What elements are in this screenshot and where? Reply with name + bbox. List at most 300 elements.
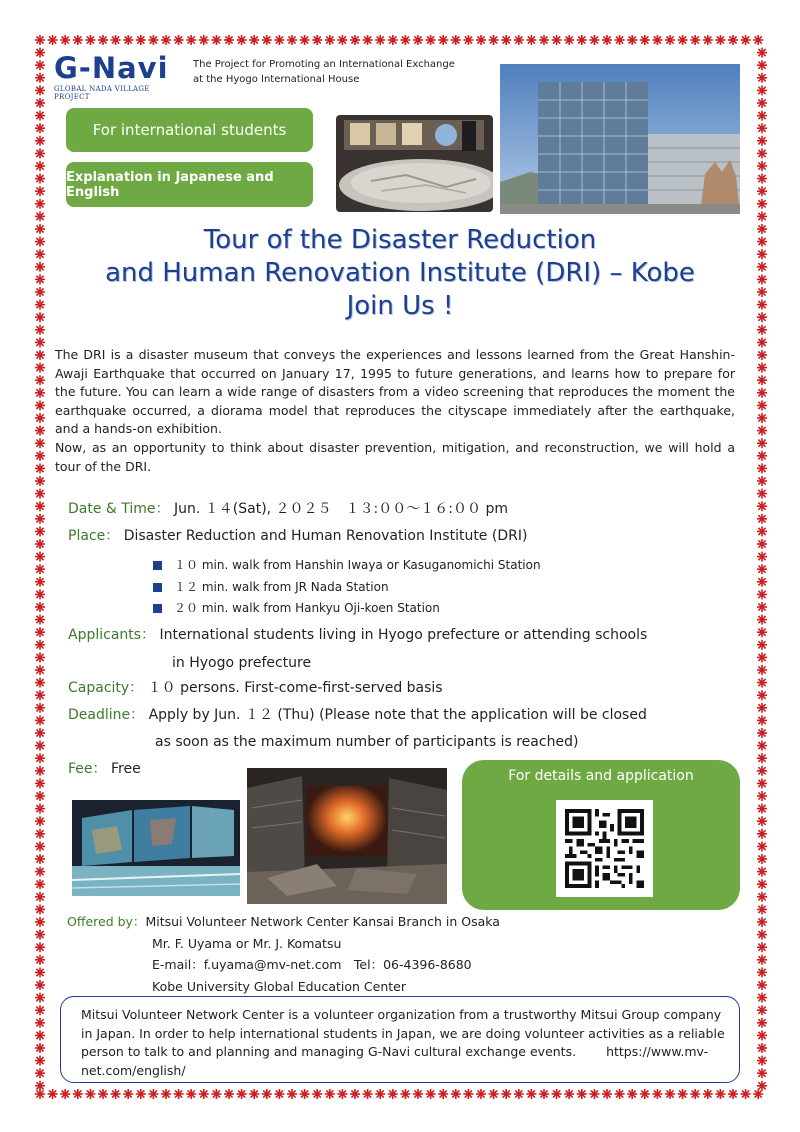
border-star-icon xyxy=(35,841,45,851)
border-star-icon xyxy=(577,35,587,45)
diorama-photo xyxy=(336,115,493,212)
border-star-icon xyxy=(249,35,259,45)
border-star-icon xyxy=(136,1089,146,1099)
border-star-icon xyxy=(757,829,767,839)
border-star-icon xyxy=(757,715,767,725)
border-star-icon xyxy=(35,388,45,398)
border-star-icon xyxy=(35,1068,45,1078)
border-star-icon xyxy=(703,35,713,45)
border-star-icon xyxy=(757,413,767,423)
border-star-icon xyxy=(35,463,45,473)
border-star-icon xyxy=(757,728,767,738)
border-star-icon xyxy=(123,35,133,45)
border-star-icon xyxy=(413,1089,423,1099)
border-star-icon xyxy=(640,1089,650,1099)
project-line-2: at the Hyogo International House xyxy=(193,74,360,85)
border-star-icon xyxy=(757,967,767,977)
border-star-icon xyxy=(35,678,45,688)
border-star-icon xyxy=(35,652,45,662)
border-star-icon xyxy=(757,363,767,373)
border-star-icon xyxy=(325,35,335,45)
border-star-icon xyxy=(757,1056,767,1066)
border-star-icon xyxy=(757,539,767,549)
border-star-icon xyxy=(715,1089,725,1099)
border-star-icon xyxy=(602,35,612,45)
border-star-icon xyxy=(35,816,45,826)
about-text: Mitsui Volunteer Network Center is a volunteer organization from a trustworthy Mitsui Group company in Japan. In order to help international students in Japan, we are doing volunteer activities as a reliable person to talk to and planning and managing G-Navi cultural exchange events. xyxy=(81,1007,725,1060)
logo-wordmark: G-Navi xyxy=(54,51,169,85)
border-star-icon xyxy=(375,35,385,45)
border-star-icon xyxy=(186,1089,196,1099)
border-star-icon xyxy=(757,640,767,650)
border-star-icon xyxy=(757,816,767,826)
border-star-icon xyxy=(501,1089,511,1099)
border-star-icon xyxy=(98,1089,108,1099)
border-star-icon xyxy=(35,123,45,133)
border-star-icon xyxy=(438,35,448,45)
border-star-icon xyxy=(375,1089,385,1099)
border-star-icon xyxy=(757,917,767,927)
border-star-icon xyxy=(757,1018,767,1028)
deadline-label: Deadline： xyxy=(68,707,145,723)
date-value: Jun. １４(Sat), ２０２５ １３:００～１６:００ pm xyxy=(174,501,508,517)
border-star-icon xyxy=(757,60,767,70)
border-star-icon xyxy=(35,539,45,549)
project-line-1: The Project for Promoting an International Exchange xyxy=(193,59,455,70)
border-star-icon xyxy=(161,35,171,45)
border-star-icon xyxy=(757,1068,767,1078)
border-star-icon xyxy=(757,337,767,347)
border-star-icon xyxy=(757,955,767,965)
border-star-icon xyxy=(463,35,473,45)
border-star-icon xyxy=(35,476,45,486)
border-star-icon xyxy=(35,1089,45,1099)
border-star-icon xyxy=(757,451,767,461)
border-star-icon xyxy=(35,993,45,1003)
fee-label: Fee： xyxy=(68,761,107,777)
border-star-icon xyxy=(757,325,767,335)
border-star-icon xyxy=(388,1089,398,1099)
border-star-icon xyxy=(757,942,767,952)
border-star-icon xyxy=(753,35,763,45)
border-star-icon xyxy=(757,841,767,851)
border-star-icon xyxy=(757,111,767,121)
border-star-icon xyxy=(287,35,297,45)
border-star-icon xyxy=(627,1089,637,1099)
border-star-icon xyxy=(325,1089,335,1099)
g-navi-logo xyxy=(54,51,184,101)
border-star-icon xyxy=(35,451,45,461)
border-star-icon xyxy=(757,665,767,675)
border-star-icon xyxy=(35,665,45,675)
border-star-icon xyxy=(35,174,45,184)
border-star-icon xyxy=(35,337,45,347)
border-star-icon xyxy=(757,892,767,902)
border-star-icon xyxy=(539,1089,549,1099)
border-star-icon xyxy=(350,35,360,45)
border-star-icon xyxy=(757,375,767,385)
offered-by-label: Offered by： xyxy=(67,914,146,929)
border-star-icon xyxy=(35,148,45,158)
border-star-icon xyxy=(757,1005,767,1015)
application-label: For details and application xyxy=(508,768,694,784)
access-item xyxy=(153,555,541,577)
border-star-icon xyxy=(757,73,767,83)
border-star-icon xyxy=(237,35,247,45)
border-star-icon xyxy=(123,1089,133,1099)
border-star-icon xyxy=(753,1089,763,1099)
border-star-icon xyxy=(35,350,45,360)
border-star-icon xyxy=(337,1089,347,1099)
border-star-icon xyxy=(35,363,45,373)
border-star-icon xyxy=(274,35,284,45)
border-star-icon xyxy=(35,489,45,499)
border-star-icon xyxy=(85,35,95,45)
date-label: Date & Time： xyxy=(68,501,170,517)
border-star-icon xyxy=(35,501,45,511)
title-line-2: and Human Renovation Institute (DRI) – Kobe xyxy=(105,258,695,288)
fee-value: Free xyxy=(110,761,141,777)
border-star-icon xyxy=(757,577,767,587)
border-star-icon xyxy=(35,904,45,914)
deadline-value-2: as soon as the maximum number of participants is reached) xyxy=(155,734,579,750)
bullet-square-icon xyxy=(153,604,162,613)
border-star-icon xyxy=(652,1089,662,1099)
border-star-icon xyxy=(539,35,549,45)
border-star-icon xyxy=(514,35,524,45)
border-star-icon xyxy=(98,35,108,45)
border-star-icon xyxy=(60,35,70,45)
border-star-icon xyxy=(35,640,45,650)
access-list xyxy=(153,555,541,620)
border-star-icon xyxy=(757,867,767,877)
border-star-icon xyxy=(451,35,461,45)
border-star-icon xyxy=(589,35,599,45)
border-star-icon xyxy=(161,1089,171,1099)
border-star-icon xyxy=(757,778,767,788)
border-star-icon xyxy=(211,35,221,45)
border-star-icon xyxy=(757,615,767,625)
border-star-icon xyxy=(111,1089,121,1099)
border-star-icon xyxy=(489,35,499,45)
border-star-icon xyxy=(35,1018,45,1028)
applicants-value: International students living in Hyogo prefecture or attending schools xyxy=(159,627,648,643)
border-star-icon xyxy=(615,35,625,45)
border-star-icon xyxy=(526,1089,536,1099)
contact-email-phone[interactable]: E-mail：f.uyama@mv-net.com Tel：06-4396-8680 xyxy=(152,957,472,972)
border-star-icon xyxy=(35,892,45,902)
border-star-icon xyxy=(35,48,45,58)
border-star-icon xyxy=(757,148,767,158)
intro-paragraph-2: Now, as an opportunity to think about disaster prevention, mitigation, and reconstruction, we will hold a tour of the DRI. xyxy=(55,439,735,474)
border-star-icon xyxy=(757,602,767,612)
border-star-icon xyxy=(489,1089,499,1099)
border-star-icon xyxy=(35,1056,45,1066)
border-star-icon xyxy=(400,35,410,45)
border-star-icon xyxy=(199,35,209,45)
border-star-icon xyxy=(757,199,767,209)
border-star-icon xyxy=(757,904,767,914)
border-star-icon xyxy=(757,552,767,562)
border-star-icon xyxy=(35,186,45,196)
border-star-icon xyxy=(35,35,45,45)
border-star-icon xyxy=(640,35,650,45)
place-row xyxy=(68,526,527,546)
border-star-icon xyxy=(627,35,637,45)
border-star-icon xyxy=(274,1089,284,1099)
border-star-icon xyxy=(757,526,767,536)
border-star-icon xyxy=(35,829,45,839)
border-star-icon xyxy=(35,400,45,410)
border-star-icon xyxy=(757,463,767,473)
border-star-icon xyxy=(35,161,45,171)
border-star-icon xyxy=(690,35,700,45)
offered-by-line xyxy=(67,911,500,933)
border-star-icon xyxy=(136,35,146,45)
border-star-icon xyxy=(757,350,767,360)
border-star-icon xyxy=(35,514,45,524)
qr-code-graphic xyxy=(565,809,644,888)
border-star-icon xyxy=(35,753,45,763)
border-star-icon xyxy=(757,438,767,448)
capacity-value: １０ persons. First-come-first-served basis xyxy=(147,680,443,696)
border-star-icon xyxy=(577,1089,587,1099)
border-star-icon xyxy=(757,930,767,940)
border-star-icon xyxy=(757,161,767,171)
border-star-icon xyxy=(400,1089,410,1099)
border-star-icon xyxy=(757,741,767,751)
border-star-icon xyxy=(652,35,662,45)
border-star-icon xyxy=(35,211,45,221)
border-star-icon xyxy=(552,1089,562,1099)
border-star-icon xyxy=(665,1089,675,1099)
border-star-icon xyxy=(741,1089,751,1099)
border-star-icon xyxy=(262,1089,272,1099)
border-star-icon xyxy=(757,879,767,889)
border-star-icon xyxy=(35,703,45,713)
border-star-icon xyxy=(757,627,767,637)
border-star-icon xyxy=(48,35,58,45)
border-star-icon xyxy=(363,1089,373,1099)
border-star-icon xyxy=(757,501,767,511)
border-star-icon xyxy=(741,35,751,45)
offered-by-section xyxy=(67,911,500,997)
website-link[interactable]: https://www.mv-net.com/english/ xyxy=(81,1044,709,1078)
border-star-icon xyxy=(476,1089,486,1099)
border-star-icon xyxy=(300,35,310,45)
border-star-icon xyxy=(757,854,767,864)
border-star-icon xyxy=(757,489,767,499)
border-star-icon xyxy=(388,35,398,45)
title-line-3: Join Us ! xyxy=(346,291,454,321)
border-star-icon xyxy=(35,426,45,436)
border-star-icon xyxy=(35,325,45,335)
border-star-icon xyxy=(35,791,45,801)
border-star-icon xyxy=(35,690,45,700)
border-star-icon xyxy=(35,980,45,990)
border-star-icon xyxy=(678,35,688,45)
border-star-icon xyxy=(35,1081,45,1091)
title-line-1: Tour of the Disaster Reduction xyxy=(203,225,597,255)
border-star-icon xyxy=(35,867,45,877)
border-star-icon xyxy=(73,1089,83,1099)
border-star-icon xyxy=(300,1089,310,1099)
logo-tagline: GLOBAL NADA VILLAGE PROJECT xyxy=(54,85,150,101)
event-title xyxy=(40,224,760,323)
border-star-icon xyxy=(728,35,738,45)
border-star-icon xyxy=(85,1089,95,1099)
border-star-icon xyxy=(174,35,184,45)
border-star-icon xyxy=(757,1043,767,1053)
access-item xyxy=(153,577,541,599)
border-star-icon xyxy=(413,35,423,45)
border-star-icon xyxy=(48,1089,58,1099)
access-text: ２０ min. walk from Hankyu Oji-koen Station xyxy=(174,601,440,615)
about-organization-box xyxy=(60,996,740,1083)
fee-row xyxy=(68,759,141,779)
border-star-icon xyxy=(35,804,45,814)
border-star-icon xyxy=(526,35,536,45)
capacity-label: Capacity： xyxy=(68,680,144,696)
border-star-icon xyxy=(757,804,767,814)
border-star-icon xyxy=(249,1089,259,1099)
border-star-icon xyxy=(60,1089,70,1099)
border-star-icon xyxy=(615,1089,625,1099)
access-item xyxy=(153,598,541,620)
bullet-square-icon xyxy=(153,583,162,592)
border-star-icon xyxy=(757,388,767,398)
border-star-icon xyxy=(426,35,436,45)
border-star-icon xyxy=(757,211,767,221)
deadline-value: Apply by Jun. １２ (Thu) (Please note that the application will be closed xyxy=(148,707,647,723)
border-star-icon xyxy=(463,1089,473,1099)
border-star-icon xyxy=(35,602,45,612)
border-star-icon xyxy=(148,35,158,45)
border-star-icon xyxy=(35,854,45,864)
border-star-icon xyxy=(602,1089,612,1099)
border-star-icon xyxy=(35,715,45,725)
border-star-icon xyxy=(552,35,562,45)
border-star-icon xyxy=(451,1089,461,1099)
border-star-icon xyxy=(757,690,767,700)
border-star-icon xyxy=(514,1089,524,1099)
border-star-icon xyxy=(35,1043,45,1053)
border-star-icon xyxy=(199,1089,209,1099)
border-star-icon xyxy=(715,35,725,45)
border-star-icon xyxy=(728,1089,738,1099)
border-star-icon xyxy=(35,98,45,108)
border-star-icon xyxy=(35,552,45,562)
border-star-icon xyxy=(757,514,767,524)
border-star-icon xyxy=(757,589,767,599)
border-star-icon xyxy=(35,375,45,385)
border-star-icon xyxy=(35,917,45,927)
border-star-icon xyxy=(73,35,83,45)
border-star-icon xyxy=(757,1081,767,1091)
border-star-icon xyxy=(564,1089,574,1099)
border-star-icon xyxy=(757,766,767,776)
border-star-icon xyxy=(35,73,45,83)
border-star-icon xyxy=(35,741,45,751)
border-star-icon xyxy=(426,1089,436,1099)
border-star-icon xyxy=(757,98,767,108)
border-star-icon xyxy=(35,564,45,574)
place-value: Disaster Reduction and Human Renovation Institute (DRI) xyxy=(123,528,528,544)
border-star-icon xyxy=(564,35,574,45)
qr-code-icon[interactable] xyxy=(556,800,653,897)
applicants-row xyxy=(68,625,647,645)
border-star-icon xyxy=(476,35,486,45)
border-star-icon xyxy=(438,1089,448,1099)
border-star-icon xyxy=(148,1089,158,1099)
border-star-icon xyxy=(35,1030,45,1040)
applicants-value-2: in Hyogo prefecture xyxy=(172,655,312,671)
bullet-square-icon xyxy=(153,561,162,570)
border-star-icon xyxy=(211,1089,221,1099)
border-star-icon xyxy=(35,85,45,95)
border-star-icon xyxy=(35,728,45,738)
project-description xyxy=(193,57,455,87)
border-star-icon xyxy=(35,1005,45,1015)
earthquake-fire-diorama-photo xyxy=(247,768,447,904)
partner-organization: Kobe University Global Education Center xyxy=(152,978,406,994)
border-star-icon xyxy=(35,111,45,121)
border-star-icon xyxy=(35,627,45,637)
border-star-icon xyxy=(703,1089,713,1099)
border-star-icon xyxy=(757,993,767,1003)
border-star-icon xyxy=(337,35,347,45)
deadline-row-continued xyxy=(155,732,578,752)
border-star-icon xyxy=(35,589,45,599)
border-star-icon xyxy=(237,1089,247,1099)
border-star-icon xyxy=(757,48,767,58)
capacity-row xyxy=(68,678,443,698)
border-star-icon xyxy=(111,35,121,45)
access-text: １０ min. walk from Hanshin Iwaya or Kasuganomichi Station xyxy=(174,558,541,572)
border-star-icon xyxy=(501,35,511,45)
border-star-icon xyxy=(757,1030,767,1040)
border-star-icon xyxy=(757,136,767,146)
language-tag: Explanation in Japanese and English xyxy=(66,162,313,207)
border-star-icon xyxy=(186,35,196,45)
border-star-icon xyxy=(757,174,767,184)
border-star-icon xyxy=(35,967,45,977)
deadline-row xyxy=(68,705,647,725)
dri-building-photo xyxy=(500,64,740,214)
border-star-icon xyxy=(35,438,45,448)
offered-by-org: Mitsui Volunteer Network Center Kansai Branch in Osaka xyxy=(145,914,500,929)
border-star-icon xyxy=(35,136,45,146)
access-text: １２ min. walk from JR Nada Station xyxy=(174,579,389,594)
contact-persons: Mr. F. Uyama or Mr. J. Komatsu xyxy=(152,935,342,951)
border-star-icon xyxy=(690,1089,700,1099)
border-star-icon xyxy=(35,526,45,536)
border-star-icon xyxy=(35,413,45,423)
border-star-icon xyxy=(312,35,322,45)
border-star-icon xyxy=(757,980,767,990)
exhibit-gallery-photo xyxy=(72,800,240,896)
border-star-icon xyxy=(350,1089,360,1099)
border-star-icon xyxy=(757,678,767,688)
border-star-icon xyxy=(757,753,767,763)
applicants-row-continued xyxy=(172,653,311,673)
border-star-icon xyxy=(363,35,373,45)
border-star-icon xyxy=(287,1089,297,1099)
border-star-icon xyxy=(224,1089,234,1099)
applicants-label: Applicants： xyxy=(68,627,156,643)
intro-text xyxy=(55,346,735,476)
border-star-icon xyxy=(757,400,767,410)
